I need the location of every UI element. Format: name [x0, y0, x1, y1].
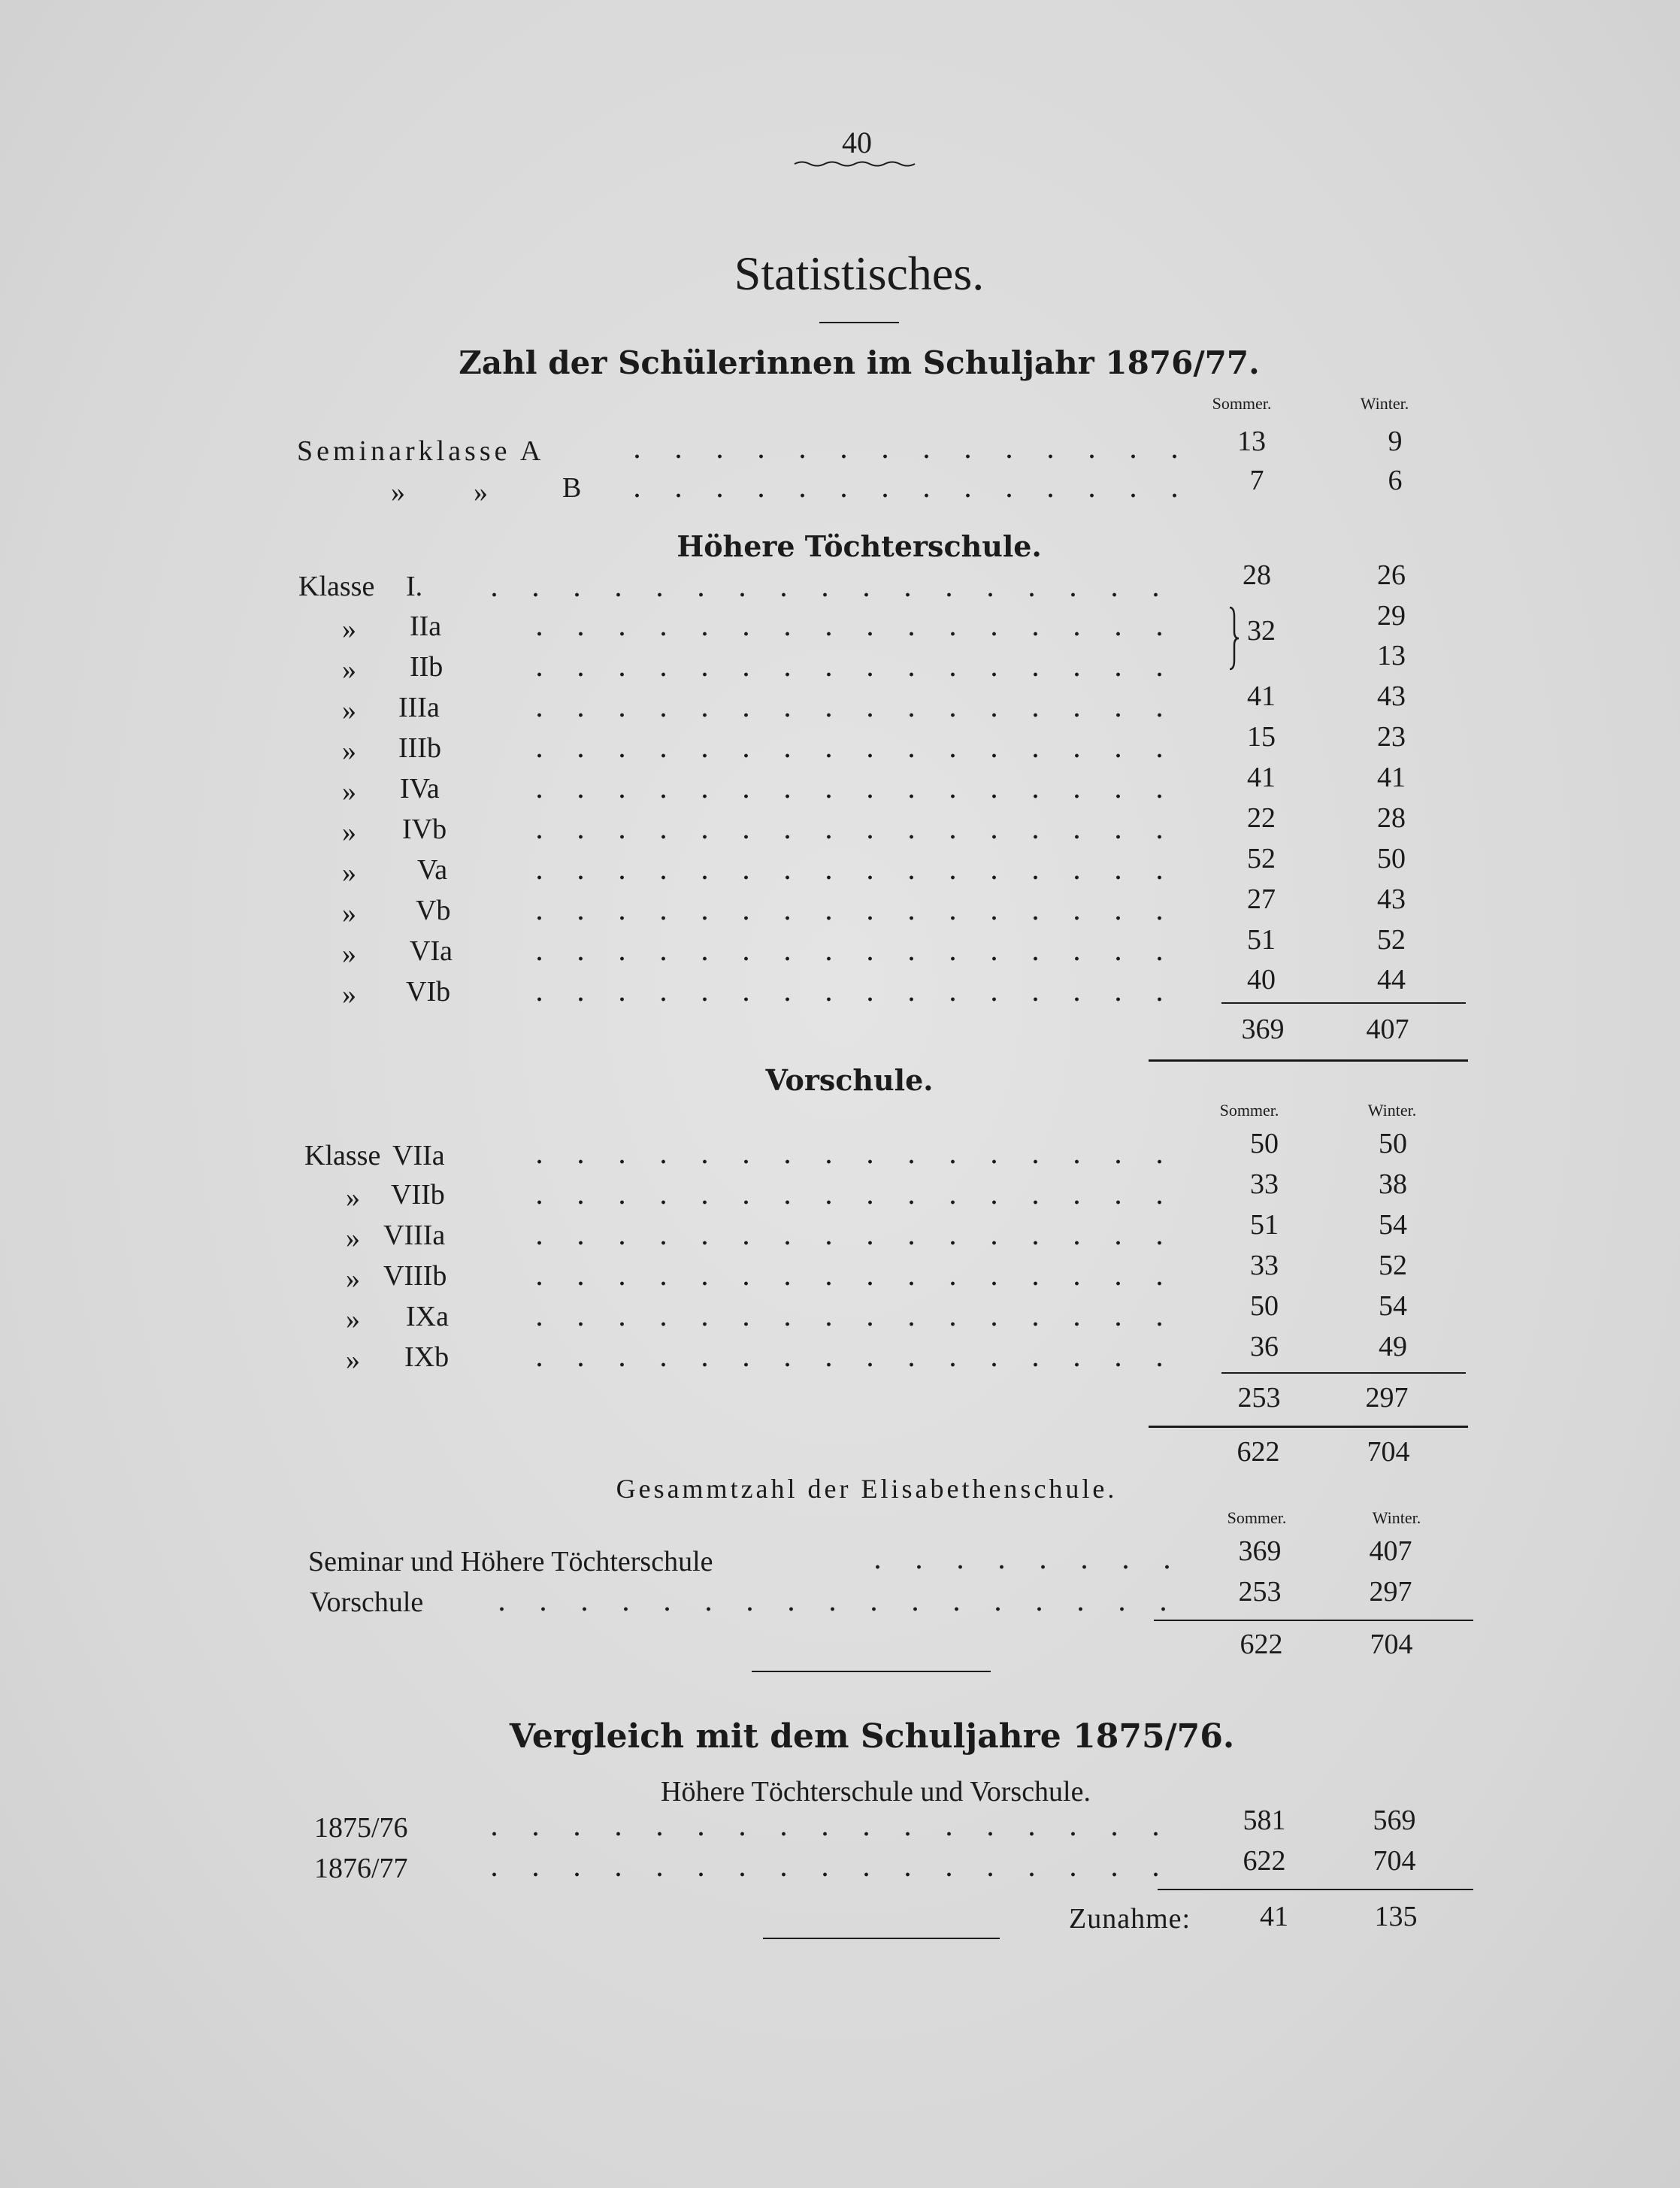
- cell-sommer: 369: [1238, 1535, 1282, 1567]
- dot-leader: [519, 713, 1188, 717]
- row-label: VIIb: [391, 1179, 445, 1211]
- dot-leader: [519, 835, 1188, 839]
- col-header-winter: Winter.: [1360, 394, 1409, 413]
- col-header-sommer: Sommer.: [1212, 394, 1272, 413]
- dot-leader: [519, 1362, 1188, 1367]
- dot-leader: [519, 1241, 1188, 1245]
- double-rule: [1149, 1059, 1468, 1062]
- col-header-sommer: Sommer.: [1219, 1101, 1279, 1120]
- cell-winter: 52: [1379, 1250, 1407, 1281]
- dot-leader: [474, 1872, 1195, 1877]
- dot-leader: [616, 493, 1188, 498]
- title-rule: [819, 322, 899, 323]
- dot-leader: [519, 956, 1188, 961]
- ditto-mark: »: [342, 654, 356, 686]
- dot-leader: [474, 1832, 1195, 1836]
- cell-winter: 43: [1377, 680, 1406, 712]
- ditto-mark: »: [342, 857, 356, 889]
- ditto-mark: »: [342, 695, 356, 726]
- ditto-mark: »: [346, 1344, 360, 1376]
- cell-winter: 54: [1379, 1290, 1407, 1322]
- ditto-mark: »: [342, 735, 356, 767]
- cell-sommer-combined: 32: [1247, 615, 1276, 647]
- row-label: IIIb: [398, 732, 441, 764]
- row-label: Va: [417, 854, 448, 886]
- cell-sommer: 15: [1247, 721, 1276, 753]
- zunahme-label: Zunahme:: [1069, 1903, 1191, 1935]
- total-winter: 704: [1370, 1629, 1413, 1660]
- dot-leader: [616, 454, 1188, 459]
- row-label: VIIa: [392, 1140, 445, 1171]
- cell-sommer: 28: [1243, 559, 1271, 591]
- total-sommer: 369: [1241, 1014, 1285, 1045]
- dot-leader: [519, 1200, 1188, 1205]
- dot-leader: [481, 1607, 1195, 1611]
- total-sommer: 253: [1237, 1382, 1281, 1414]
- ditto-mark: »: [391, 477, 405, 508]
- row-label: 1875/76: [314, 1812, 408, 1844]
- ditto-mark: »: [346, 1304, 360, 1335]
- page-number: 40: [842, 126, 872, 159]
- section-heading: Vergleich mit dem Schuljahre 1875/76.: [509, 1717, 1235, 1756]
- col-header-winter: Winter.: [1367, 1101, 1417, 1120]
- sum-rule: [1221, 1372, 1466, 1374]
- section-divider: [763, 1938, 1000, 1939]
- ditto-mark: »: [342, 979, 356, 1011]
- row-label: B: [562, 472, 582, 504]
- cell-winter: 43: [1377, 883, 1406, 915]
- ditto-mark: »: [342, 614, 356, 645]
- cell-winter: 9: [1388, 426, 1403, 457]
- cell-sommer: 33: [1250, 1168, 1279, 1200]
- row-label: Seminarklasse A: [297, 435, 545, 467]
- row-label: IXa: [406, 1301, 449, 1332]
- dot-leader: [519, 1281, 1188, 1286]
- cell-winter: 704: [1373, 1845, 1416, 1877]
- cell-winter: 44: [1377, 964, 1406, 996]
- row-label: Vb: [416, 895, 451, 926]
- grand-total-winter: 704: [1367, 1436, 1410, 1468]
- row-label: IIIa: [398, 692, 440, 723]
- cell-sommer: 51: [1250, 1209, 1279, 1241]
- cell-winter: 407: [1369, 1535, 1412, 1567]
- cell-winter: 50: [1377, 843, 1406, 874]
- wavy-ornament: [793, 159, 921, 168]
- cell-winter: 50: [1379, 1128, 1407, 1159]
- cell-winter: 23: [1377, 721, 1406, 753]
- row-label: IVb: [402, 814, 447, 845]
- cell-winter: 569: [1373, 1805, 1416, 1836]
- section-heading: Zahl der Schülerinnen im Schuljahr 1876/77.: [459, 344, 1260, 381]
- brace-ornament: [1225, 606, 1242, 671]
- cell-winter: 6: [1388, 465, 1403, 496]
- dot-leader: [519, 794, 1188, 799]
- cell-sommer: 33: [1250, 1250, 1279, 1281]
- ditto-mark: »: [342, 898, 356, 929]
- row-label: VIb: [406, 976, 451, 1008]
- cell-winter: 13: [1377, 640, 1406, 671]
- ditto-mark: »: [342, 776, 356, 808]
- total-sommer: 622: [1240, 1629, 1283, 1660]
- cell-winter: 38: [1379, 1168, 1407, 1200]
- cell-sommer: 51: [1247, 924, 1276, 956]
- cell-winter: 26: [1377, 559, 1406, 591]
- row-label: IXb: [404, 1341, 450, 1373]
- section-subheading: Höhere Töchterschule und Vorschule.: [661, 1776, 1091, 1808]
- cell-sommer: 50: [1250, 1290, 1279, 1322]
- cell-sommer: 41: [1247, 762, 1276, 793]
- row-label: VIIIa: [383, 1220, 446, 1251]
- cell-sommer: 52: [1247, 843, 1276, 874]
- row-label: VIa: [410, 935, 453, 967]
- cell-sommer: 40: [1247, 964, 1276, 996]
- ditto-mark: »: [346, 1182, 360, 1214]
- col-header-winter: Winter.: [1372, 1508, 1421, 1527]
- sum-rule: [1221, 1002, 1466, 1004]
- ditto-mark: »: [474, 477, 488, 508]
- dot-leader: [519, 875, 1188, 880]
- double-rule: [1149, 1426, 1468, 1428]
- sum-rule: [1154, 1620, 1473, 1621]
- col-header-sommer: Sommer.: [1227, 1508, 1287, 1527]
- section-heading: Höhere Töchterschule.: [677, 529, 1042, 563]
- section-heading: Vorschule.: [765, 1063, 934, 1097]
- cell-sommer: 27: [1247, 883, 1276, 915]
- cell-winter: 297: [1369, 1576, 1412, 1608]
- ditto-mark: »: [346, 1223, 360, 1254]
- cell-winter: 54: [1379, 1209, 1407, 1241]
- section-heading: Gesammtzahl der Elisabethenschule.: [616, 1474, 1118, 1504]
- cell-sommer: 622: [1243, 1845, 1286, 1877]
- cell-sommer: 22: [1247, 802, 1276, 834]
- klasse-word: Klasse: [304, 1140, 381, 1171]
- ditto-mark: »: [342, 817, 356, 848]
- row-label: 1876/77: [314, 1853, 408, 1884]
- ditto-mark: »: [346, 1263, 360, 1295]
- row-label: I.: [406, 571, 423, 602]
- cell-sommer: 36: [1250, 1331, 1279, 1362]
- sum-rule: [1158, 1889, 1473, 1890]
- cell-sommer: 7: [1249, 465, 1264, 496]
- klasse-word: Klasse: [298, 571, 375, 602]
- cell-sommer: 581: [1243, 1805, 1286, 1836]
- cell-winter: 49: [1379, 1331, 1407, 1362]
- ditto-mark: »: [342, 938, 356, 970]
- cell-sommer: 50: [1250, 1128, 1279, 1159]
- grand-total-sommer: 622: [1237, 1436, 1280, 1468]
- page-title: Statistisches.: [734, 247, 985, 300]
- dot-leader: [519, 997, 1188, 1002]
- row-label: IIb: [410, 651, 443, 683]
- total-winter: 297: [1365, 1382, 1409, 1414]
- dot-leader: [519, 1322, 1188, 1326]
- row-label: Vorschule: [310, 1586, 424, 1618]
- cell-winter: 29: [1377, 600, 1406, 632]
- dot-leader: [519, 1159, 1188, 1164]
- row-label: IVa: [400, 773, 440, 805]
- dot-leader: [519, 632, 1188, 636]
- cell-sommer: 41: [1247, 680, 1276, 712]
- dot-leader: [474, 592, 1188, 597]
- dot-leader: [857, 1565, 1195, 1569]
- dot-leader: [519, 916, 1188, 920]
- section-divider: [752, 1671, 991, 1672]
- cell-sommer: 253: [1238, 1576, 1282, 1608]
- zunahme-winter: 135: [1374, 1901, 1418, 1932]
- dot-leader: [519, 672, 1188, 677]
- zunahme-sommer: 41: [1260, 1901, 1288, 1932]
- row-label: VIIIb: [383, 1260, 447, 1292]
- row-label: Seminar und Höhere Töchterschule: [308, 1546, 713, 1577]
- cell-winter: 52: [1377, 924, 1406, 956]
- cell-sommer: 13: [1237, 426, 1266, 457]
- dot-leader: [519, 753, 1188, 758]
- total-winter: 407: [1366, 1014, 1409, 1045]
- row-label: IIa: [410, 611, 442, 642]
- cell-winter: 28: [1377, 802, 1406, 834]
- cell-winter: 41: [1377, 762, 1406, 793]
